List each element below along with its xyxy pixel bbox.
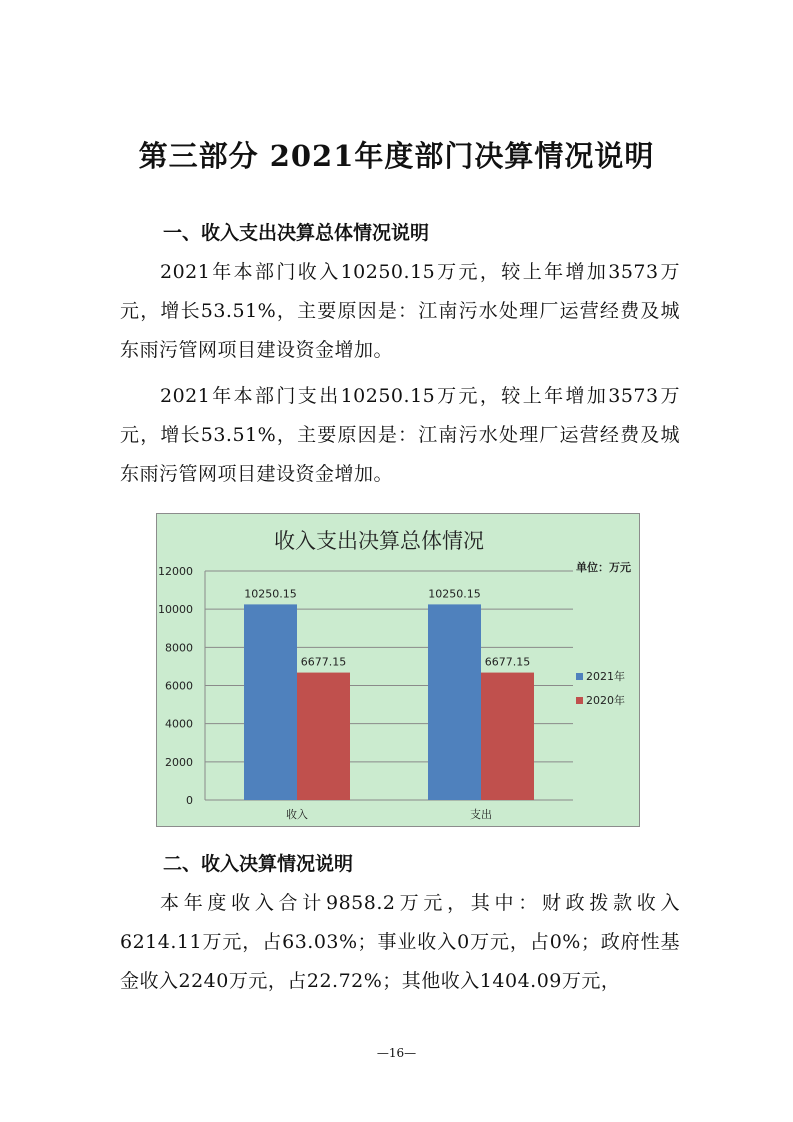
chart-bar-2021-0: [244, 604, 297, 800]
chart-x-axis-ticks: [286, 807, 492, 821]
chart-data-label: 10250.15: [428, 587, 481, 601]
chart-unit-label: 单位：万元: [576, 561, 631, 574]
chart-bar-2020-1: [481, 673, 534, 800]
section2-paragraph-income: 本年度收入合计9858.2万元，其中：财政拨款收入6214.11万元，占63.03%；事业收入0万元，占0%；政府性基金收入2240万元，占22.72%；其他收入1404.09万元，: [120, 892, 680, 992]
chart-legend-label: 2020年: [586, 694, 625, 707]
chart-y-tick-label: 4000: [165, 717, 193, 731]
section1-heading: 一、收入支出决算总体情况说明: [163, 222, 430, 244]
page-number: —16—: [376, 1046, 417, 1060]
chart-y-tick-label: 0: [186, 794, 193, 807]
section1-paragraph-expense: 2021年本部门支出10250.15万元，较上年增加3573万元，增长53.51%，主要原因是：江南污水处理厂运营经费及城东雨污管网项目建设资金增加。: [120, 385, 680, 485]
section2-heading: 二、收入决算情况说明: [163, 853, 354, 875]
chart-x-tick-label: 收入: [286, 808, 308, 821]
chart-y-tick-label: 2000: [165, 755, 193, 769]
chart-y-tick-label: 8000: [165, 641, 193, 655]
chart-bar-2020-0: [297, 673, 350, 800]
chart-data-label: 6677.15: [484, 655, 531, 669]
chart-legend: [576, 669, 625, 707]
income-expense-chart: [156, 513, 640, 827]
chart-legend-label: 2021年: [586, 670, 625, 683]
chart-y-tick-label: 10000: [158, 603, 193, 617]
section1-paragraph-income: 2021年本部门收入10250.15万元，较上年增加3573万元，增长53.51%，主要原因是：江南污水处理厂运营经费及城东雨污管网项目建设资金增加。: [120, 261, 680, 361]
chart-y-tick-label: 6000: [165, 679, 193, 693]
page-title: 第三部分 2021年度部门决算情况说明: [138, 139, 655, 173]
chart-title: 收入支出决算总体情况: [274, 529, 484, 553]
chart-x-tick-label: 支出: [470, 808, 492, 821]
chart-data-label: 6677.15: [300, 655, 347, 669]
chart-canvas: [157, 514, 641, 828]
chart-legend-swatch: [576, 697, 583, 704]
chart-bars: [244, 604, 534, 800]
chart-data-label: 10250.15: [244, 587, 297, 601]
chart-y-tick-label: 12000: [158, 565, 193, 578]
chart-y-axis-ticks: [158, 565, 193, 807]
chart-bar-2021-1: [428, 604, 481, 800]
chart-legend-swatch: [576, 673, 583, 680]
